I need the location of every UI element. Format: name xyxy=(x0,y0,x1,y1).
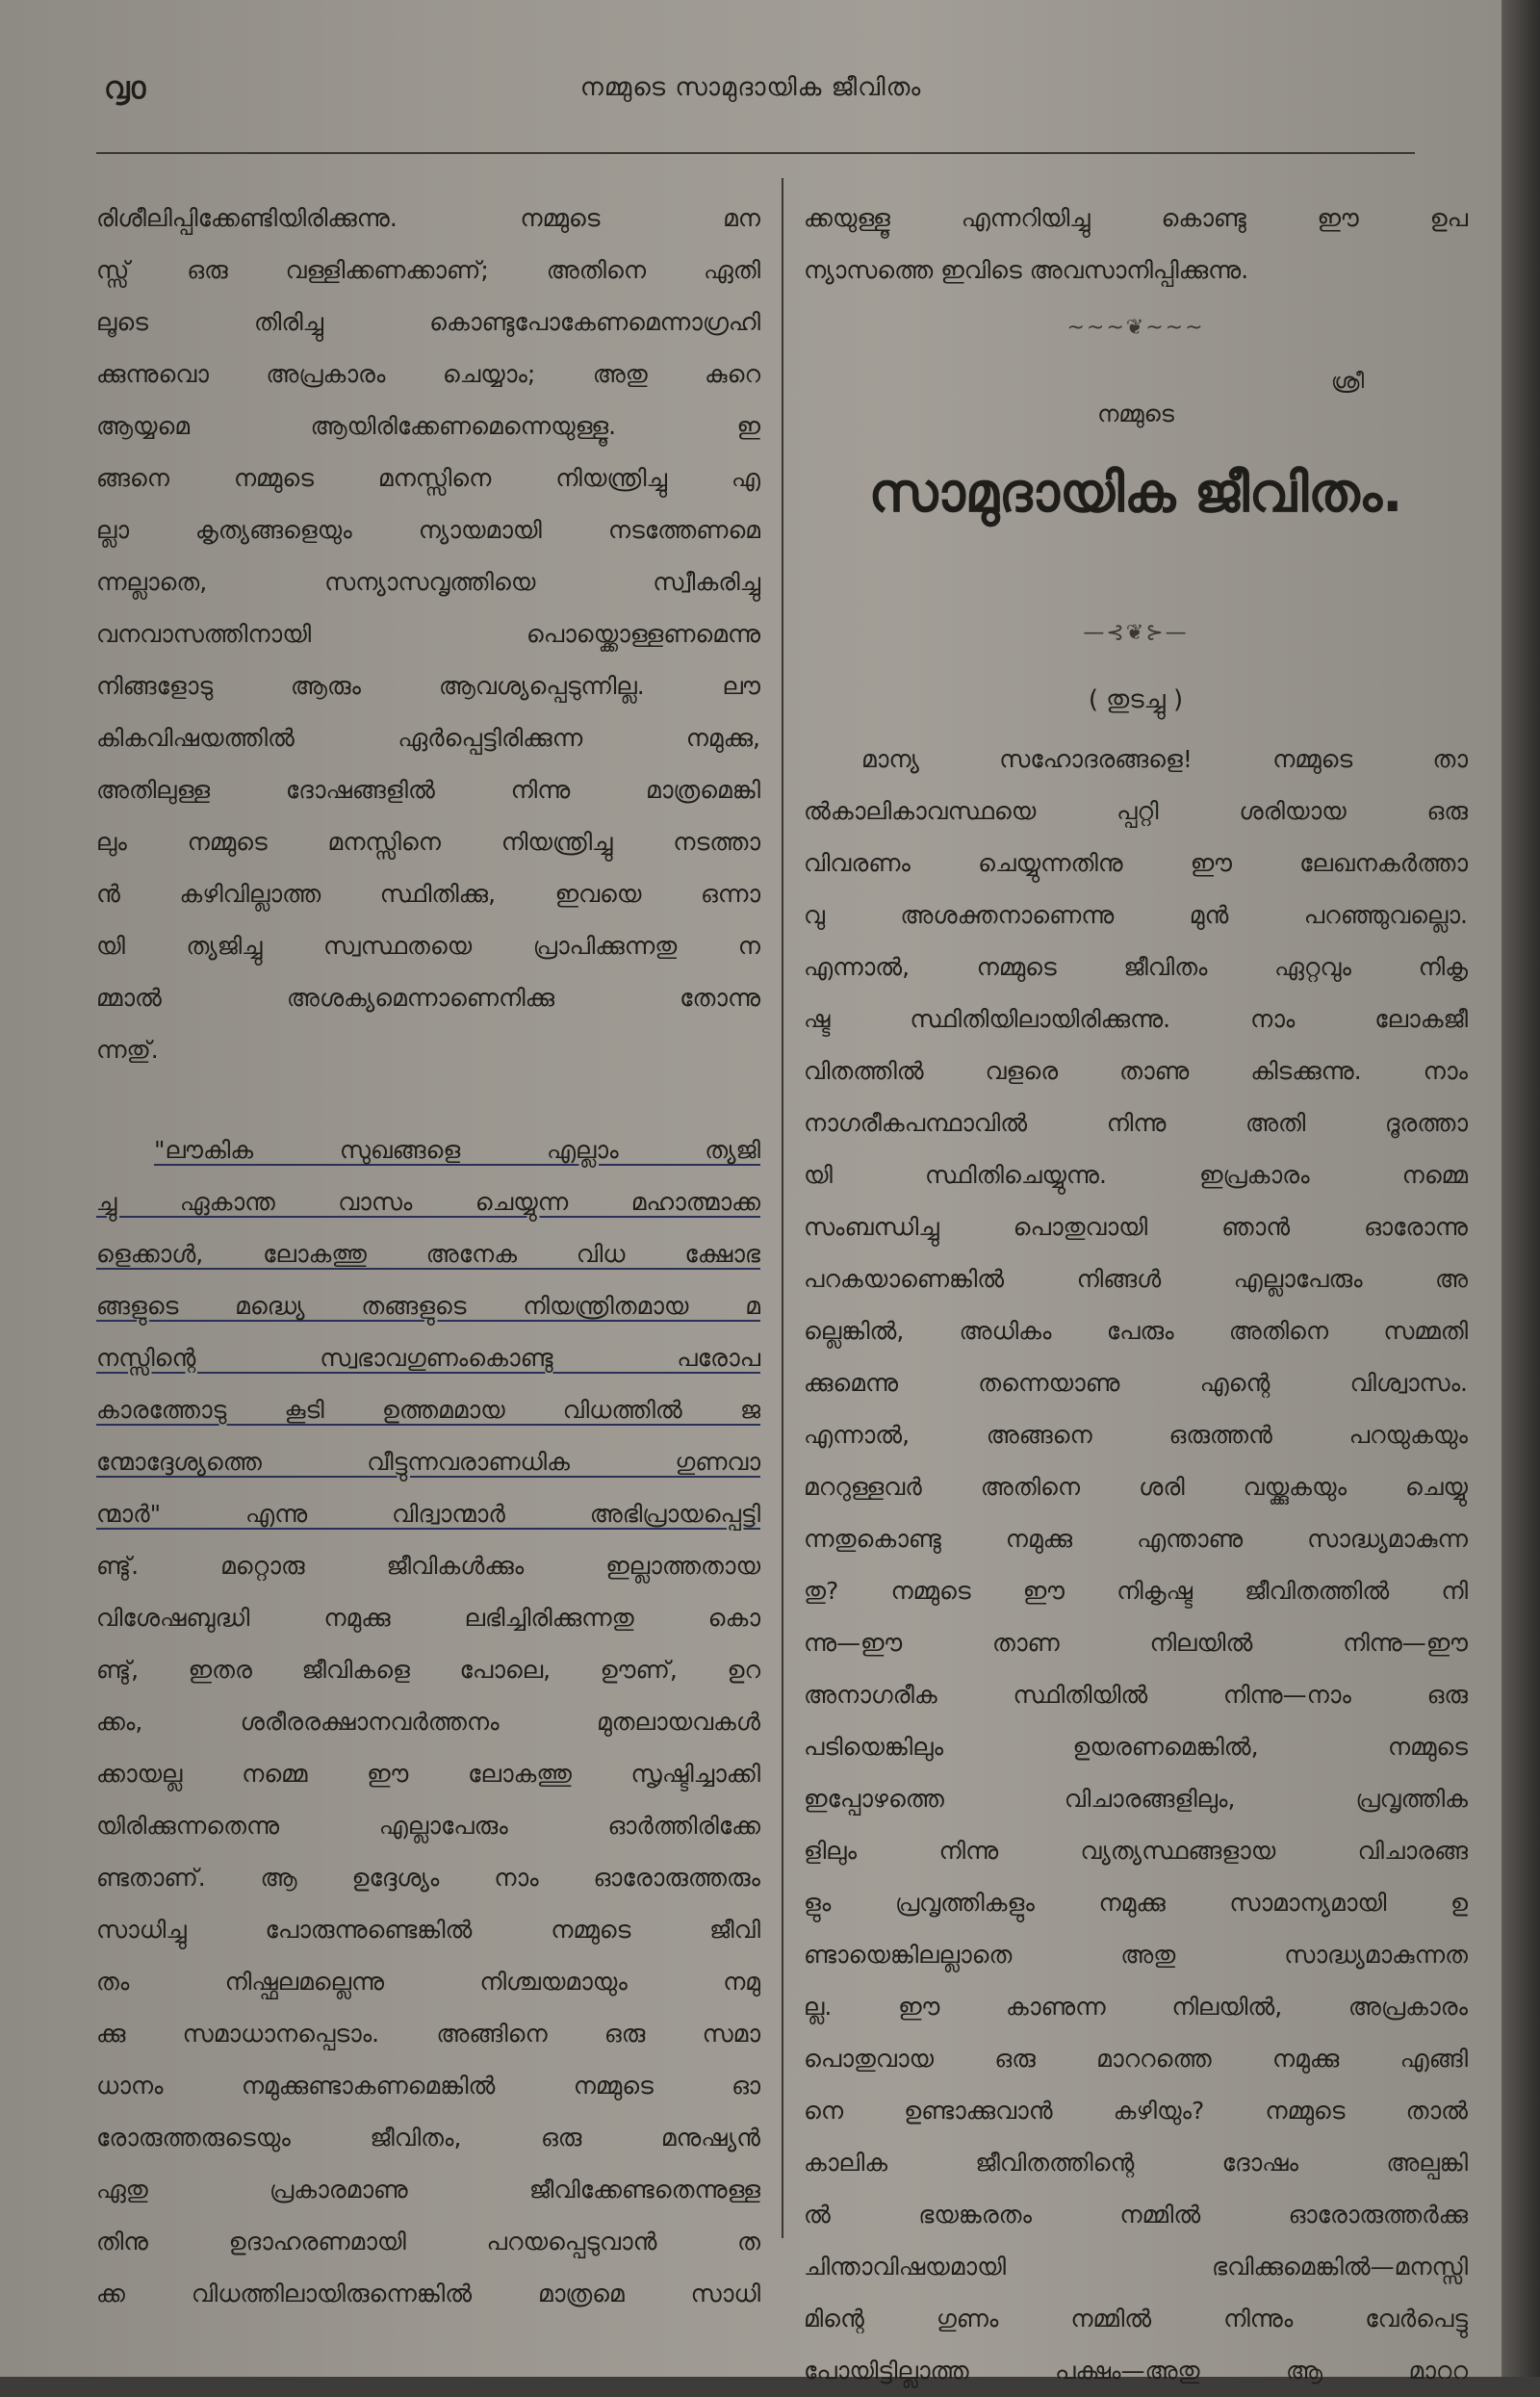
text-line: ച്ചു ഏകാന്ത വാസം ചെയ്യുന്ന മഹാത്മാക്ക xyxy=(96,1188,760,1216)
text-line: കാരത്തോടു കൂടി ഉത്തമമായ വിധത്തിൽ ജ xyxy=(96,1396,760,1424)
text-line: ധാനം നമുക്കുണ്ടാകണമെങ്കിൽ നമ്മുടെ ഓ xyxy=(96,2072,760,2100)
text-line: ന്മാർ" എന്നു വിദ്വാന്മാർ അഭിപ്രായപ്പെട്ടി xyxy=(96,1500,760,1528)
page-number: ൮൦ xyxy=(104,69,146,106)
text-line: രിശീലിപ്പിക്കേണ്ടിയിരിക്കുന്നു. നമ്മുടെ മന xyxy=(96,204,760,232)
text-line: വിതത്തിൽ വളരെ താണു കിടക്കുന്നു. നാം xyxy=(804,1057,1468,1085)
text-line: ണ്ടു്, ഇതര ജീവികളെ പോലെ, ഊണ്, ഉറ xyxy=(96,1656,760,1684)
text-line: ങ്ങളുടെ മദ്ധ്യെ തങ്ങളുടെ നിയന്ത്രിതമായ മ xyxy=(96,1292,760,1320)
text-line: ളിലും നിന്നു വ്യത്യസ്ഥങ്ങളായ വിചാരങ്ങ xyxy=(804,1837,1468,1865)
text-line: ചിന്താവിഷയമായി ഭവിക്കുമെങ്കിൽ—മനസ്സി xyxy=(804,2253,1468,2281)
text-line: ളെക്കാൾ, ലോകത്തു അനേക വിധ ക്ഷോഭ xyxy=(96,1240,760,1268)
text-line: വിവരണം ചെയ്യുന്നതിനു ഈ ലേഖനകർത്താ xyxy=(804,849,1468,877)
text-line: ഷ്ട സ്ഥിതിയിലായിരിക്കുന്നു. നാം ലോകജീ xyxy=(804,1005,1468,1033)
text-line: തിനു ഉദാഹരണമായി പറയപ്പെടുവാൻ ത xyxy=(96,2228,760,2255)
text-line: ക്കുന്നുവൊ അപ്രകാരം ചെയ്യാം; അതു കുറെ xyxy=(96,360,760,388)
text-line: ലൂടെ തിരിച്ചു കൊണ്ടുപോകേണമെന്നാഗ്രഹി xyxy=(96,308,760,336)
text-line: ന്നല്ലാതെ, സന്യാസവൃത്തിയെ സ്വീകരിച്ചു xyxy=(96,568,760,596)
text-line: ക്കു സമാധാനപ്പെടാം. അങ്ങിനെ ഒരു സമാ xyxy=(96,2020,760,2048)
running-head: നമ്മുടെ സാമുദായിക ജീവിതം xyxy=(579,73,922,102)
text-line: മിന്റെ ഗുണം നമ്മിൽ നിന്നും വേർപെട്ടു xyxy=(804,2305,1468,2333)
text-line: ല്ലാ കൃത്യങ്ങളെയും ന്യായമായി നടത്തേണമെ xyxy=(96,516,760,544)
text-line: സംബന്ധിച്ചു പൊതുവായി ഞാൻ ഓരോന്നു xyxy=(804,1213,1468,1241)
text-line: ണ്ടായെങ്കിലല്ലാതെ അതു സാദ്ധ്യമാകുന്നത xyxy=(804,1941,1468,1969)
text-line: ല്ല. ഈ കാണുന്ന നിലയിൽ, അപ്രകാരം xyxy=(804,1993,1468,2021)
text-line: മററുള്ളവർ അതിനെ ശരി വയ്ക്കുകയും ചെയ്യു xyxy=(804,1473,1468,1501)
article-title-block xyxy=(804,358,1468,599)
header-rule xyxy=(96,152,1415,154)
text-line: നാഗരീകപന്ഥാവിൽ നിന്നു അതി ദൂരത്താ xyxy=(804,1109,1468,1137)
title-ornament: —⊰❦⊱— xyxy=(1083,620,1189,645)
text-line: ഇപ്പോഴത്തെ വിചാരങ്ങളിലും, പ്രവൃത്തിക xyxy=(804,1785,1468,1813)
text-line: ളും പ്രവൃത്തികളും നമുക്കു സാമാന്യമായി ഉ xyxy=(804,1889,1468,1917)
text-line: പൊതുവായ ഒരു മാററത്തെ നമുക്കു എങ്ങി xyxy=(804,2045,1468,2073)
text-line: മ്മാൽ അശക്യമെന്നാണെനിക്കു തോന്നു xyxy=(96,984,760,1012)
text-line: കാലിക ജീവിതത്തിന്റെ ദോഷം അല്പങ്കി xyxy=(804,2149,1468,2177)
text-line: സാധിച്ചു പോരുന്നുണ്ടെങ്കിൽ നമ്മുടെ ജീവി xyxy=(96,1916,760,1944)
left-quote-paragraph xyxy=(96,1124,760,2320)
section-ornament: ~~~❦~~~ xyxy=(1066,315,1205,340)
article-title: സാമുദായിക ജീവിതം. xyxy=(868,462,1403,525)
text-line: വു അശക്തനാണെന്നു മുൻ പറഞ്ഞുവല്ലൊ. xyxy=(804,901,1468,929)
text-line: ന്മോദ്ദേശ്യത്തെ വീട്ടുന്നവരാണധിക ഗുണവാ xyxy=(96,1448,760,1476)
text-line: വനവാസത്തിനായി പൊയ്ക്കൊള്ളണമെന്നു xyxy=(96,620,760,648)
text-line: ന്നു—ഈ താണ നിലയിൽ നിന്നു—ഈ xyxy=(804,1629,1468,1657)
text-line: പറകയാണെങ്കിൽ നിങ്ങൾ എല്ലാപേരും അ xyxy=(804,1265,1468,1293)
right-body-paragraph xyxy=(804,734,1468,2397)
book-spine-shadow xyxy=(1502,0,1540,2377)
right-column xyxy=(804,193,1468,2397)
text-line: ൽകാലികാവസ്ഥയെ പ്പറ്റി ശരിയായ ഒരു xyxy=(804,797,1468,825)
title-prefix: നമ്മുടെ xyxy=(1097,400,1174,427)
left-paragraph xyxy=(96,193,760,1076)
text-line: നിങ്ങളോടു ആരും ആവശ്യപ്പെടുന്നില്ല. ലൗ xyxy=(96,672,760,700)
text-line: പടിയെങ്കിലും ഉയരണമെങ്കിൽ, നമ്മുടെ xyxy=(804,1733,1468,1761)
text-line: തം നിഷ്ഫലമല്ലെന്നു നിശ്ചയമായും നമു xyxy=(96,1968,760,1996)
text-line: വിശേഷബുദ്ധി നമുക്കു ലഭിച്ചിരിക്കുന്നതു കൊ xyxy=(96,1604,760,1632)
text-line: യിരിക്കുന്നതെന്നു എല്ലാപേരും ഓർത്തിരിക്കേ xyxy=(96,1812,760,1840)
text-line: അതിലുള്ള ദോഷങ്ങളിൽ നിന്നു മാത്രമെങ്കി xyxy=(96,776,760,804)
text-line: ണ്ടു്. മറ്റൊരു ജീവികൾക്കും ഇല്ലാത്തതായ xyxy=(96,1552,760,1580)
text-line: യി സ്ഥിതിചെയ്യുന്നു. ഇപ്രകാരം നമ്മെ xyxy=(804,1161,1468,1189)
text-line: പോയിട്ടില്ലാത്ത പക്ഷം—അതു ആ മാററ xyxy=(804,2357,1468,2384)
text-line: ക്ക വിധത്തിലായിരുന്നെങ്കിൽ മാത്രമെ സാധി xyxy=(96,2280,760,2307)
text-line: ന്യാസത്തെ ഇവിടെ അവസാനിപ്പിക്കുന്നു. xyxy=(804,256,1249,284)
right-intro-paragraph xyxy=(804,193,1468,296)
left-column xyxy=(96,193,760,2320)
text-line: ആയ്യമെ ആയിരിക്കേണമെന്നെയുള്ളൂ. ഇ xyxy=(96,412,760,440)
text-line: ഏതു പ്രകാരമാണു ജീവിക്കേണ്ടതെന്നുള്ള xyxy=(96,2176,760,2204)
text-line: സ്സ് ഒരു വള്ളിക്കണക്കാണ്; അതിനെ ഏതി xyxy=(96,256,760,284)
text-line: ല്ലെങ്കിൽ, അധികം പേരും അതിനെ സമ്മതി xyxy=(804,1317,1468,1345)
text-line: ങ്ങനെ നമ്മുടെ മനസ്സിനെ നിയന്ത്രിച്ചു എ xyxy=(96,464,760,492)
text-line: ന്നതുകൊണ്ടു നമുക്കു എന്താണു സാദ്ധ്യമാകുന്ന xyxy=(804,1525,1468,1553)
text-line: നസ്സിന്റെ സ്വഭാവഗുണംകൊണ്ടു പരോപ xyxy=(96,1344,760,1372)
text-line: ക്കം, ശരീരരക്ഷാനവർത്തനം മുതലായവകൾ xyxy=(96,1708,760,1736)
text-line: തു? നമ്മുടെ ഈ നികൃഷ്ട ജീവിതത്തിൽ നി xyxy=(804,1577,1468,1605)
text-line: അനാഗരീക സ്ഥിതിയിൽ നിന്നു—നാം ഒരു xyxy=(804,1681,1468,1709)
text-line: ണ്ടതാണ്. ആ ഉദ്ദേശ്യം നാം ഓരോരുത്തരും xyxy=(96,1864,760,1892)
text-line: യി ത്യജിച്ചു സ്വസ്ഥതയെ പ്രാപിക്കുന്നതു ന xyxy=(96,932,760,960)
text-line: രോരുത്തരുടെയും ജീവിതം, ഒരു മനുഷ്യൻ xyxy=(96,2124,760,2152)
continued-label: ( തുടച്ചു ) xyxy=(1088,685,1184,714)
text-line: കികവിഷയത്തിൽ ഏർപ്പെട്ടിരിക്കുന്ന നമുക്കു, xyxy=(96,724,760,752)
text-line: ന്നതു്. xyxy=(96,1036,159,1064)
page-header xyxy=(0,69,1502,117)
text-line: "ലൗകിക സുഖങ്ങളെ എല്ലാം ത്യജി xyxy=(154,1136,760,1164)
column-divider xyxy=(782,178,783,2238)
text-line: എന്നാൽ, നമ്മുടെ ജീവിതം ഏറ്റവും നികൃ xyxy=(804,953,1468,981)
title-mark: ശ്രീ xyxy=(1331,370,1365,394)
text-line: എന്നാൽ, അങ്ങനെ ഒരുത്തൻ പറയുകയും xyxy=(804,1421,1468,1449)
text-line: ക്കയുള്ളൂ എന്നറിയിച്ചു കൊണ്ടു ഈ ഉപ xyxy=(804,204,1468,232)
text-line: ലും നമ്മുടെ മനസ്സിനെ നിയന്ത്രിച്ചു നടത്താ xyxy=(96,828,760,856)
text-line: നെ ഉണ്ടാക്കുവാൻ കഴിയും? നമ്മുടെ താൽ xyxy=(804,2097,1468,2125)
text-line: ക്കുമെന്നു തന്നെയാണു എന്റെ വിശ്വാസം. xyxy=(804,1369,1468,1397)
text-line: ൻ കഴിവില്ലാത്ത സ്ഥിതിക്കു, ഇവയെ ഒന്നാ xyxy=(96,880,760,908)
text-line: ൽ ഭയങ്കരതം നമ്മിൽ ഓരോരുത്തർക്കു xyxy=(804,2201,1468,2229)
text-line: മാന്യ സഹോദരങ്ങളെ! നമ്മുടെ താ xyxy=(861,745,1468,773)
text-line: ക്കായല്ല നമ്മെ ഈ ലോകത്തു സൃഷ്ടിച്ചാക്കി xyxy=(96,1760,760,1788)
